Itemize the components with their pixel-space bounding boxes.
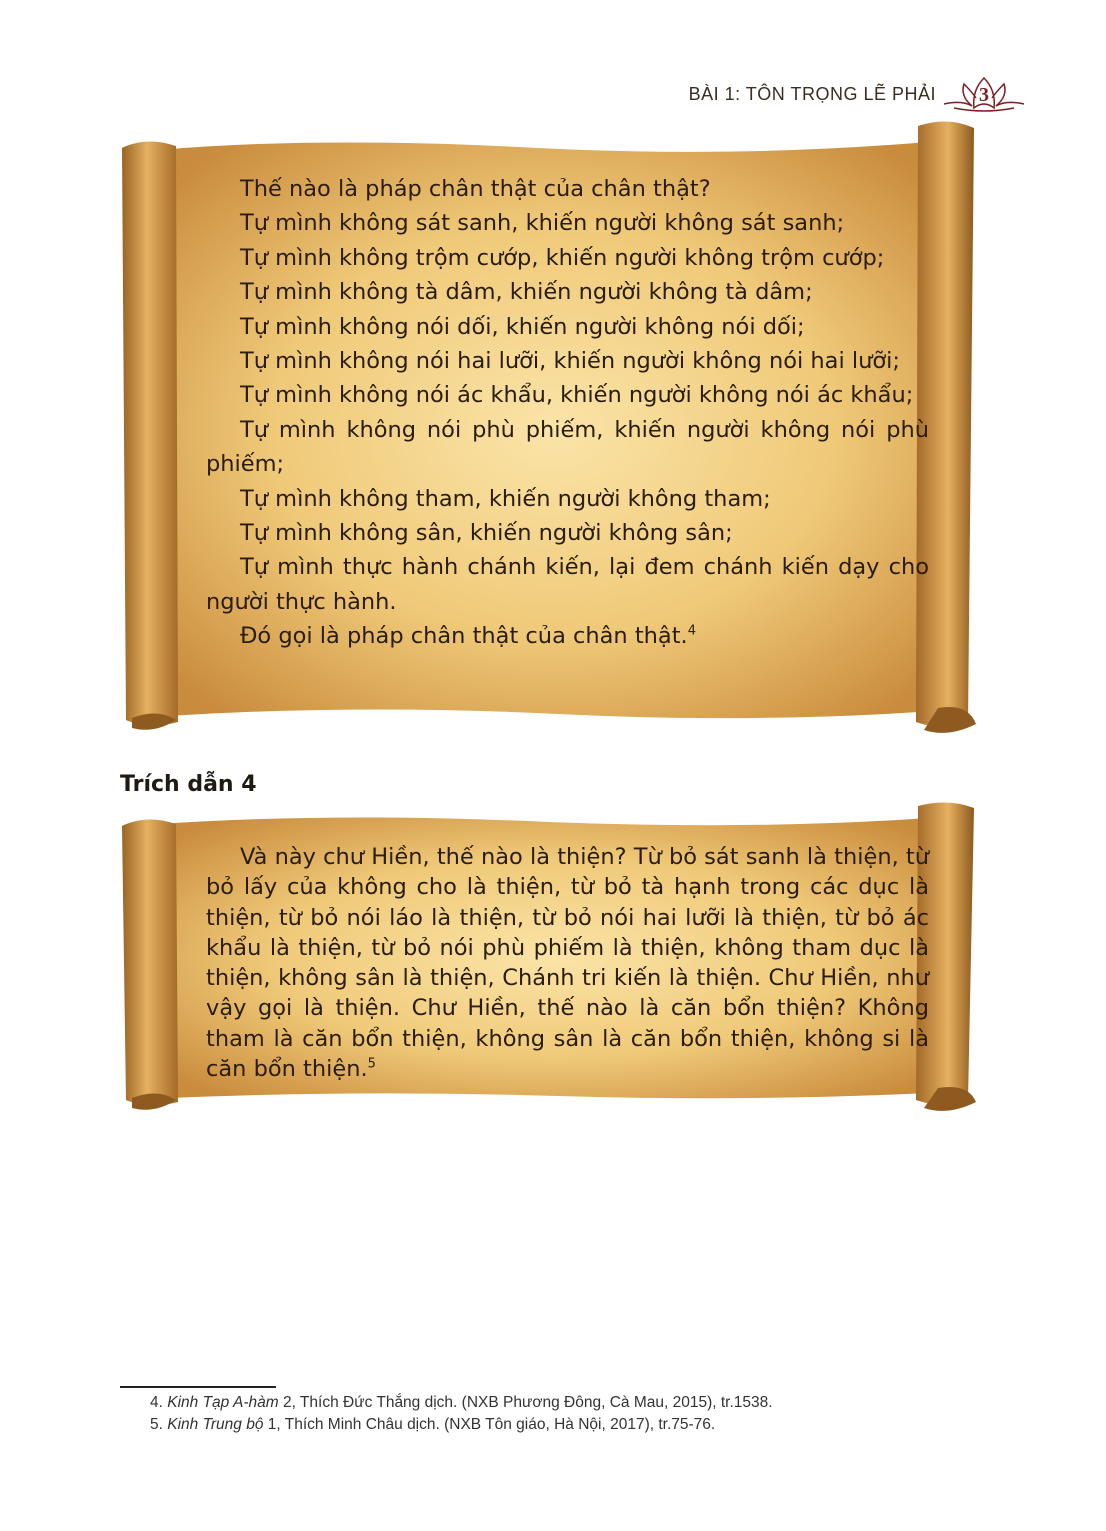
- footnote-title: Kinh Tạp A-hàm: [167, 1394, 279, 1411]
- quote-line: Tự mình không nói phù phiếm, khiến người không nói phù phiếm;: [206, 416, 929, 478]
- quote-line: Tự mình không tham, khiến người không tham;: [240, 485, 771, 512]
- footnote-item: [150, 1414, 773, 1436]
- page-number: 3: [979, 84, 989, 106]
- footnote-divider: [120, 1386, 276, 1388]
- quote-line: Tự mình không nói ác khẩu, khiến người không nói ác khẩu;: [240, 382, 914, 409]
- scroll-text: [206, 172, 929, 654]
- quote-line: Tự mình không nói dối, khiến người không nói dối;: [240, 313, 805, 340]
- chapter-title: BÀI 1: TÔN TRỌNG LẼ PHẢI: [688, 83, 936, 104]
- quote-paragraph: [206, 842, 929, 1084]
- footnote-text: 1, Thích Minh Châu dịch. (NXB Tôn giáo, Hà Nội, 2017), tr.75-76.: [263, 1416, 716, 1433]
- quote-line: Tự mình không sân, khiến người không sân;: [240, 520, 733, 547]
- quote-line: Tự mình thực hành chánh kiến, lại đem chánh kiến dạy cho người thực hành.: [206, 554, 929, 615]
- footnote-title: Kinh Trung bộ: [167, 1416, 264, 1433]
- quote-line: Thế nào là pháp chân thật của chân thật?: [240, 176, 711, 202]
- quote-line: Tự mình không nói hai lưỡi, khiến người không nói hai lưỡi;: [240, 348, 900, 375]
- scroll-quote-3: [118, 118, 980, 740]
- quote-text: Và này chư Hiền, thế nào là thiện? Từ bỏ sát sanh là thiện, từ bỏ lấy của không cho là thiện, từ bỏ tà hạnh trong các dục là thiện, từ bỏ nói láo là thiện, từ bỏ nói hai lưỡi là thiện, từ bỏ ác khẩu là thiện, từ bỏ nói phù phiếm là thiện, không tham dục là thiện, không sân là thiện, Chánh tri kiến là thiện. Chư Hiền, như vậy gọi là thiện. Chư Hiền, thế nào là căn bổn thiện? Không tham là căn bổn thiện, không sân là căn bổn thiện, không si là căn bổn thiện.: [206, 844, 929, 1083]
- footnotes: [150, 1392, 773, 1436]
- lotus-icon: [942, 74, 1026, 114]
- quote-line: Tự mình không sát sanh, khiến người không sát sanh;: [240, 210, 845, 237]
- quote-line: Tự mình không tà dâm, khiến người không tà dâm;: [240, 279, 813, 306]
- page-header: [689, 74, 1026, 114]
- quote-line: Tự mình không trộm cướp, khiến người không trộm cướp;: [240, 244, 885, 271]
- section-heading: Trích dẫn 4: [120, 772, 257, 797]
- footnote-item: [150, 1392, 773, 1414]
- scroll-text: [206, 842, 929, 1084]
- quote-line-last: [206, 619, 929, 653]
- scroll-quote-4: [118, 800, 980, 1118]
- quote-text: Đó gọi là pháp chân thật của chân thật.: [240, 623, 688, 650]
- footnote-ref: 4: [687, 623, 696, 639]
- footnote-number: 5.: [150, 1416, 163, 1433]
- footnote-text: 2, Thích Đức Thắng dịch. (NXB Phương Đông, Cà Mau, 2015), tr.1538.: [278, 1394, 773, 1411]
- footnote-number: 4.: [150, 1394, 163, 1411]
- footnote-ref: 5: [367, 1056, 376, 1072]
